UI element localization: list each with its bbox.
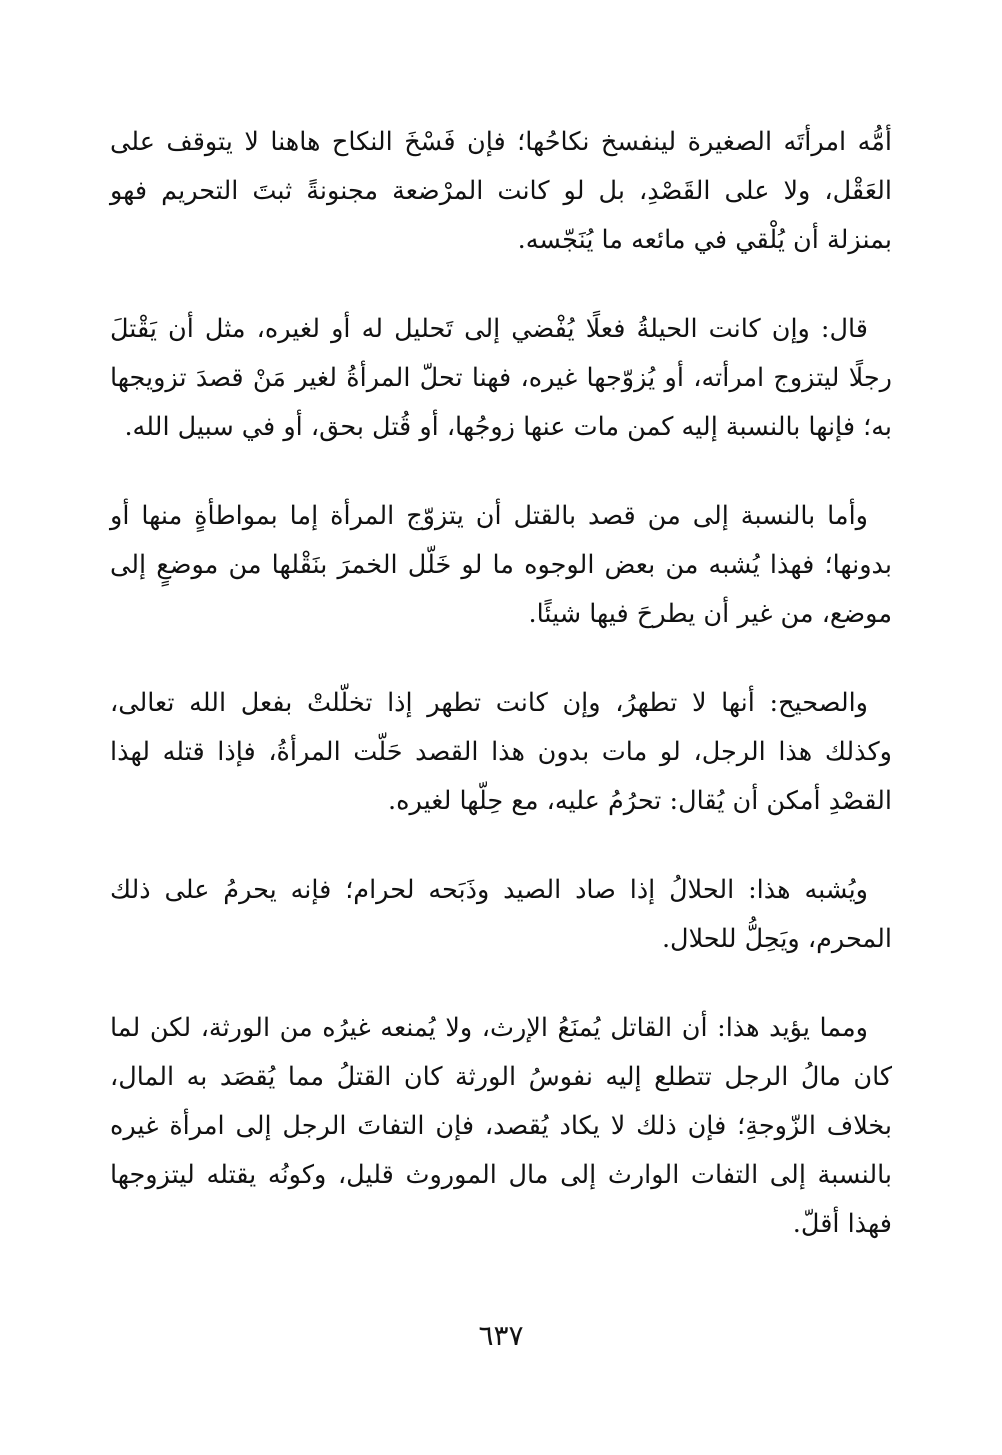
paragraph-3: وأما بالنسبة إلى من قصد بالقتل أن يتزوّج المرأة إما بمواطأةٍ منها أو بدونها؛ فهذا يُشبه من بعض الوجوه ما لو خَلّل الخمرَ بنَقْلها من موضعٍ إلى موضع، من غير أن يطرحَ فيها شيئًا. — [110, 501, 892, 629]
paragraph-4: والصحيح: أنها لا تطهرُ، وإن كانت تطهر إذا تخلّلتْ بفعل الله تعالى، وكذلك هذا الرجل، لو مات بدون هذا القصد حَلّت المرأةُ، فإذا قتله لهذا القصْدِ أمكن أن يُقال: تحرُمُ عليه، مع حِلّها لغيره. — [110, 688, 892, 816]
paragraph-2: قال: وإن كانت الحيلةُ فعلًا يُفْضي إلى تَحليل له أو لغيره، مثل أن يَقْتلَ رجلًا ليتزوج امرأته، أو يُزوّجها غيره، فهنا تحلّ المرأةُ لغير مَنْ قصدَ تزويجها به؛ فإنها بالنسبة إليه كمن مات عنها زوجُها، أو قُتل بحق، أو في سبيل الله. — [110, 314, 892, 442]
body-text — [110, 118, 892, 1289]
paragraph-1: أمُّه امرأتَه الصغيرة لينفسخ نكاحُها؛ فإن فَسْخَ النكاح هاهنا لا يتوقف على العَقْل، ولا على القَصْدِ، بل لو كانت المرْضعة مجنونةً ثبتَ التحريم فهو بمنزلة أن يُلْقي في مائعه ما يُنَجّسه. — [110, 127, 892, 255]
paragraph-6: ومما يؤيد هذا: أن القاتل يُمنَعُ الإرث، ولا يُمنعه غيرُه من الورثة، لكن لما كان مالُ الرجل تتطلع إليه نفوسُ الورثة كان القتلُ مما يُقصَد به المال، بخلاف الزّوجةِ؛ فإن ذلك لا يكاد يُقصد، فإن التفاتَ الرجل إلى امرأة غيره بالنسبة إلى التفات الوارث إلى مال الموروث قليل، وكونُه يقتله ليتزوجها فهذا أقلّ. — [110, 1013, 892, 1239]
paragraph-5: ويُشبه هذا: الحلالُ إذا صاد الصيد وذَبَحه لحرام؛ فإنه يحرمُ على ذلك المحرم، ويَحِلُّ للحلال. — [110, 875, 892, 954]
page-number: ٦٣٧ — [478, 1319, 524, 1352]
